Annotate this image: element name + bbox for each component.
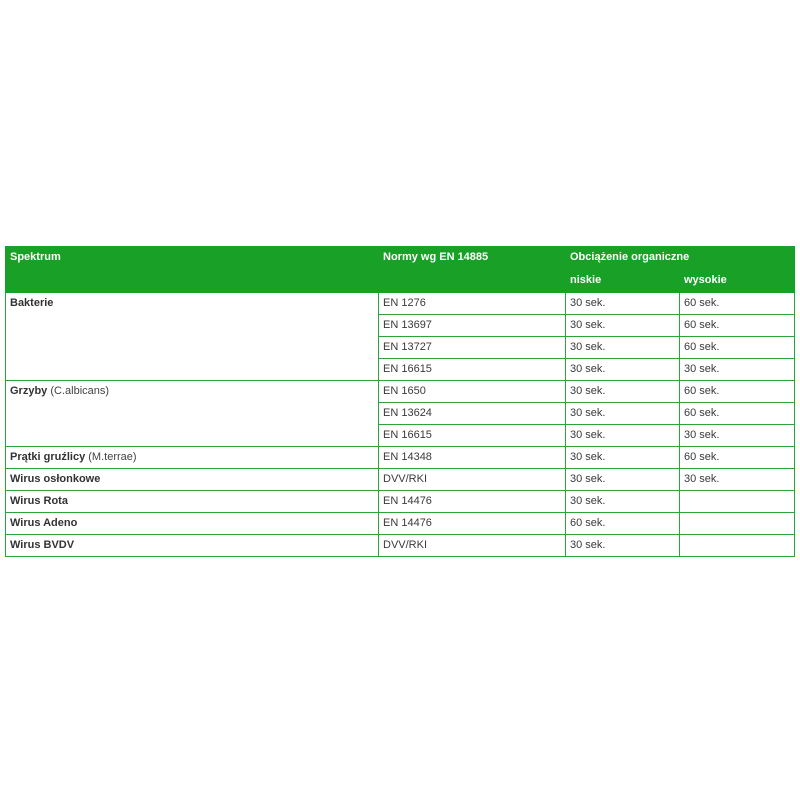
low-load-cell: 30 sek. [566, 359, 680, 381]
spectrum-name: Wirus BVDV [10, 539, 75, 551]
norm-cell: EN 13624 [379, 403, 566, 425]
norm-cell: EN 13697 [379, 315, 566, 337]
header-spektrum: Spektrum [6, 247, 379, 293]
spectrum-note: (M.terrae) [85, 451, 137, 463]
norm-cell: EN 1650 [379, 381, 566, 403]
high-load-cell: 30 sek. [680, 359, 795, 381]
low-load-cell: 30 sek. [566, 447, 680, 469]
spectrum-name: Wirus Rota [10, 495, 68, 507]
low-load-cell: 30 sek. [566, 425, 680, 447]
low-load-cell: 30 sek. [566, 381, 680, 403]
low-load-cell: 30 sek. [566, 315, 680, 337]
table-row [6, 381, 795, 403]
spectrum-cell [6, 491, 379, 513]
spectrum-name: Bakterie [10, 297, 54, 309]
high-load-cell: 60 sek. [680, 315, 795, 337]
low-load-cell: 30 sek. [566, 535, 680, 557]
low-load-cell: 60 sek. [566, 513, 680, 535]
norm-cell: EN 14476 [379, 513, 566, 535]
spectrum-cell [6, 381, 379, 447]
header-obciazenie: Obciążenie organiczne [566, 247, 795, 270]
norm-cell: EN 1276 [379, 293, 566, 315]
spectrum-table-container [5, 246, 794, 557]
table-row [6, 535, 795, 557]
spectrum-cell [6, 513, 379, 535]
table-row [6, 293, 795, 315]
spectrum-table [5, 246, 795, 557]
norm-cell: EN 13727 [379, 337, 566, 359]
norm-cell: EN 16615 [379, 359, 566, 381]
norm-cell: EN 16615 [379, 425, 566, 447]
high-load-cell: 60 sek. [680, 447, 795, 469]
high-load-cell [680, 535, 795, 557]
table-row [6, 469, 795, 491]
spectrum-cell [6, 535, 379, 557]
table-body [6, 293, 795, 557]
high-load-cell: 60 sek. [680, 337, 795, 359]
table-row [6, 513, 795, 535]
header-normy: Normy wg EN 14885 [379, 247, 566, 293]
high-load-cell: 60 sek. [680, 293, 795, 315]
low-load-cell: 30 sek. [566, 469, 680, 491]
norm-cell: DVV/RKI [379, 469, 566, 491]
low-load-cell: 30 sek. [566, 491, 680, 513]
table-row [6, 447, 795, 469]
spectrum-cell [6, 469, 379, 491]
header-niskie: niskie [566, 270, 680, 293]
high-load-cell [680, 491, 795, 513]
spectrum-name: Wirus Adeno [10, 517, 78, 529]
spectrum-name: Grzyby [10, 385, 48, 397]
low-load-cell: 30 sek. [566, 403, 680, 425]
high-load-cell [680, 513, 795, 535]
spectrum-name: Wirus osłonkowe [10, 473, 101, 485]
high-load-cell: 30 sek. [680, 469, 795, 491]
norm-cell: EN 14476 [379, 491, 566, 513]
spectrum-note: (C.albicans) [47, 385, 110, 397]
spectrum-cell [6, 293, 379, 381]
header-wysokie: wysokie [680, 270, 795, 293]
spectrum-cell [6, 447, 379, 469]
high-load-cell: 60 sek. [680, 403, 795, 425]
table-header [6, 247, 795, 293]
low-load-cell: 30 sek. [566, 293, 680, 315]
norm-cell: DVV/RKI [379, 535, 566, 557]
high-load-cell: 60 sek. [680, 381, 795, 403]
high-load-cell: 30 sek. [680, 425, 795, 447]
table-row [6, 491, 795, 513]
norm-cell: EN 14348 [379, 447, 566, 469]
spectrum-name: Prątki gruźlicy [10, 451, 86, 463]
low-load-cell: 30 sek. [566, 337, 680, 359]
